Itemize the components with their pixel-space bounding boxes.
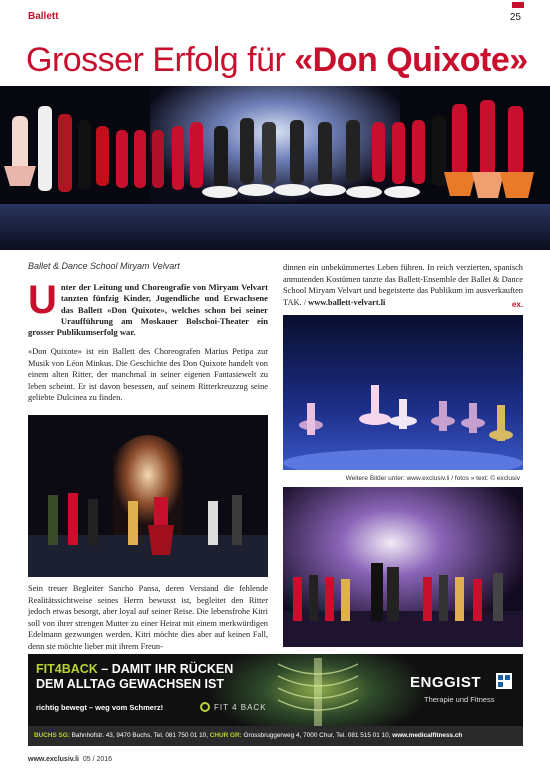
photo-stage-arch-drawing xyxy=(28,415,268,577)
photo-stage-arch xyxy=(28,415,268,577)
fit4back-ring-icon xyxy=(200,702,210,712)
photo-credit: Weitere Bilder unter: www.exclusiv.li / fotos » text: © exclusiv xyxy=(345,475,520,482)
ad-brand: FIT4BACK xyxy=(36,662,98,676)
drop-cap: U xyxy=(28,278,57,322)
ad-headline-1: – DAMIT IHR RÜCKEN xyxy=(97,662,234,676)
section-label: Ballett xyxy=(28,11,59,22)
lead-text: nter der Leitung und Choreografie von Miryam Velvart tanzten fünfzig Kinder, Jugendliche und Erwachsene das Ballett «Don Quixote», welches schon bei seiner Uraufführung am Moskauer Bolschoi-Theater ein grosser Publikumserfolg war. xyxy=(28,282,268,338)
page-color-mark xyxy=(512,2,524,8)
ad-contact-bar xyxy=(28,726,523,746)
ad-headline xyxy=(36,662,233,692)
ad-headline-2: DEM ALLTAG GEWACHSEN IST xyxy=(36,677,224,691)
article-paragraph-3 xyxy=(283,262,523,310)
enggist-logo xyxy=(406,670,516,708)
photo-group-scene-drawing xyxy=(283,487,523,647)
ballett-link[interactable]: www.ballett-velvart.li xyxy=(308,297,386,307)
footer-site[interactable]: www.exclusiv.li xyxy=(28,756,79,763)
ad-website-link[interactable]: www.medicalfitness.ch xyxy=(392,732,463,739)
photo-caption: Ballet & Dance School Miryam Velvart xyxy=(28,261,180,271)
page-number: 25 xyxy=(509,12,521,23)
article-lead xyxy=(28,278,268,338)
enggist-mark-icon xyxy=(496,673,512,689)
headline xyxy=(26,40,528,80)
fit4back-logo xyxy=(200,702,267,712)
ad-address-buchs: Bahnhofstr. 43, 9470 Buchs, Tel. 081 750 01 10, xyxy=(69,732,210,739)
photo-ballerinas-drawing xyxy=(283,315,523,470)
ad-city-chur: CHUR GR: xyxy=(209,732,242,739)
headline-plain: Grosser Erfolg für xyxy=(26,41,295,79)
author-signature: ex. xyxy=(511,299,523,309)
hero-photo-ensemble xyxy=(0,86,550,250)
fit4back-logo-text: FIT 4 BACK xyxy=(214,702,267,712)
hero-photo-drawing xyxy=(0,86,550,250)
paragraph-3-text: dinnen ein unbekümmertes Leben führen. In reich verzierten, spanisch anmutenden Kostümen tanzte das Ballett-Ensemble der Ballet & Dance School Miryam Velvart und begeisterte das Publikum im ausverkauften TAK. / xyxy=(283,263,524,307)
ad-slogan: richtig bewegt – weg vom Schmerz! xyxy=(36,703,164,712)
enggist-subtitle: Therapie und Fitness xyxy=(424,695,495,704)
footer-issue: 05 / 2016 xyxy=(82,756,113,763)
ad-address-chur: Grossbruggerweg 4, 7000 Chur, Tel. 081 515 01 10, xyxy=(241,732,393,739)
photo-group-scene xyxy=(283,487,523,647)
page-footer xyxy=(28,756,112,763)
article-paragraph-2: Sein treuer Begleiter Sancho Pansa, deren Verstand die fehlende Realitätssichtweise seines Herrn bewusst ist, begleitet den Ritter jedoch etwas besorgt, aber loyal auf seiner Reise. Die lebensfrohe Kitri soll von ihrer strengen Mutter zu einer Heirat mit einem merkwürdigen Edelmann gezwungen werden. Kitri möchte dies aber auf keinen Fall, denn sie möchte lieber mit ihrem Freun- xyxy=(28,584,268,651)
headline-bold: «Don Quixote» xyxy=(294,41,528,79)
enggist-name: ENGGIST xyxy=(410,674,482,691)
photo-ballerinas xyxy=(283,315,523,470)
ad-banner-fit4back[interactable] xyxy=(28,654,523,746)
ad-city-buchs: BUCHS SG: xyxy=(34,732,70,739)
article-paragraph-1: «Don Quixote» ist ein Ballett des Choreografen Marius Petipa zur Musik von Léon Minkus. Die Geschichte des Don Quixote handelt von einem alten Ritter, der manchmal in seiner eigenen Fantasiewelt zu leben scheint. Er ist davon besessen, auf seinem Ritterkreuzzug seine geliebte Dulcinea zu finden. xyxy=(28,347,268,402)
